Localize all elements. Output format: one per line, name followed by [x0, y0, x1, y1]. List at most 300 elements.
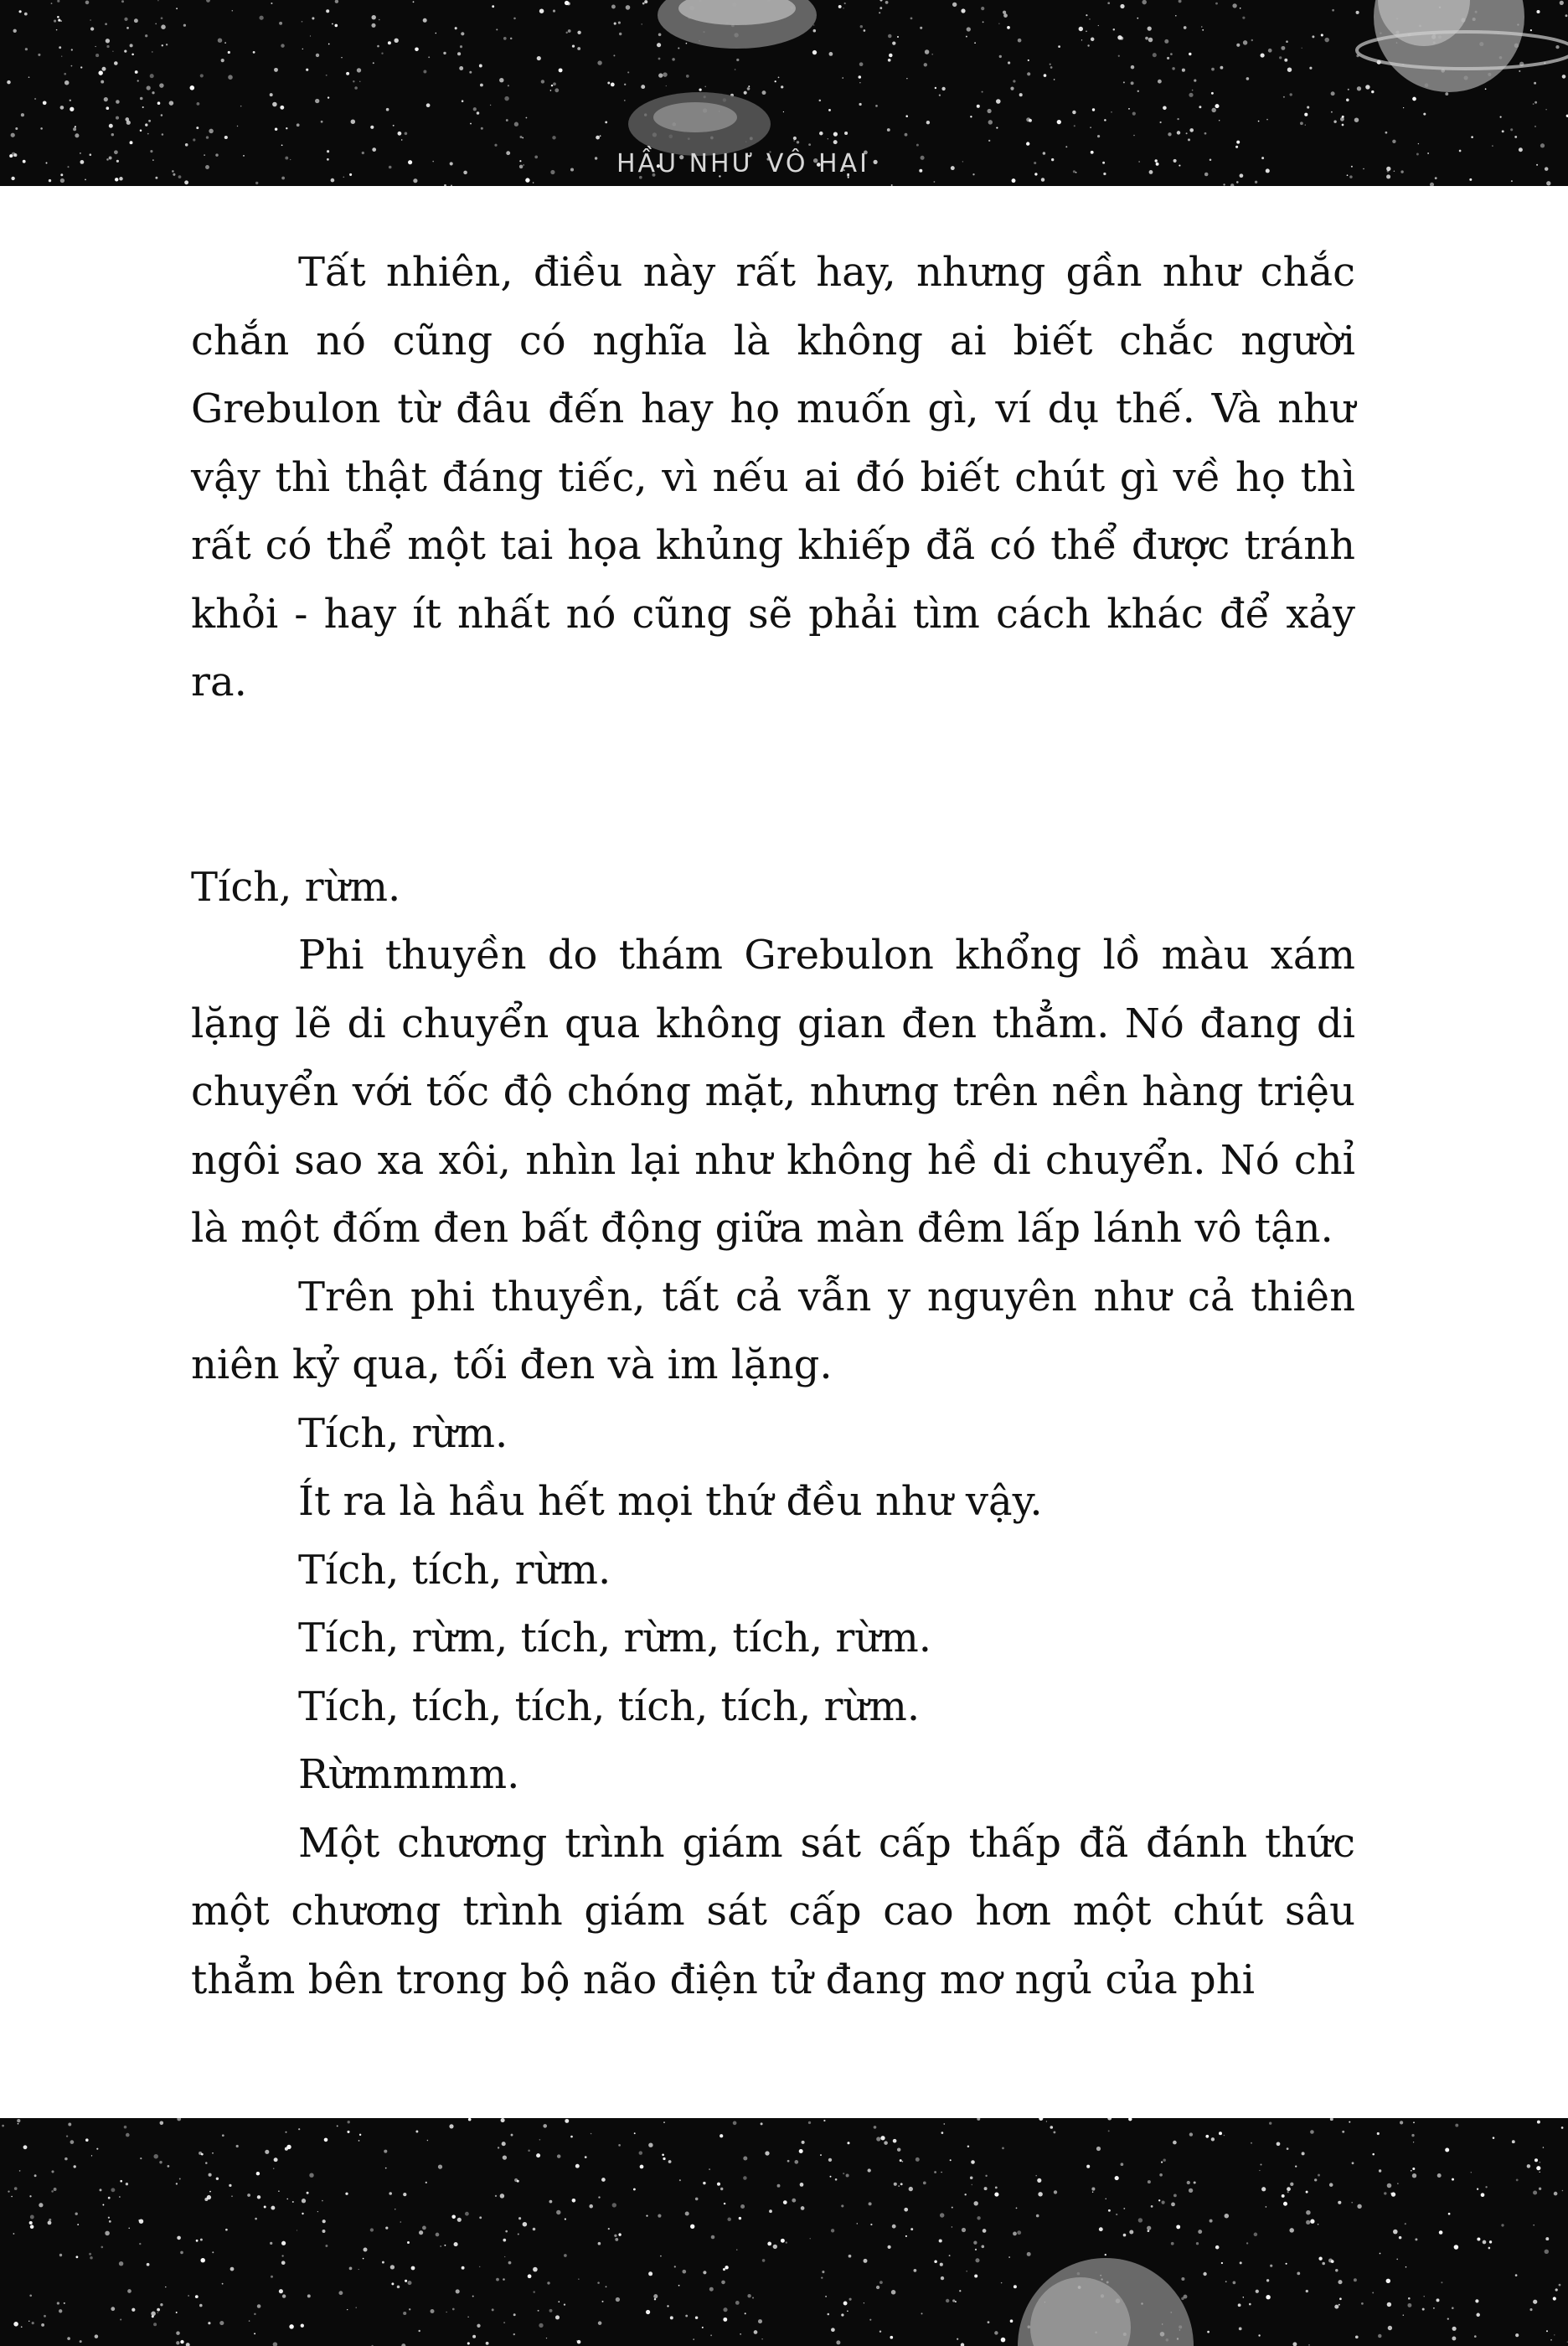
star — [885, 1, 889, 4]
star — [377, 45, 379, 48]
star — [1534, 101, 1537, 104]
star — [648, 2142, 652, 2147]
star — [754, 2330, 758, 2334]
star — [41, 2323, 44, 2327]
star — [462, 2266, 465, 2270]
star — [984, 2187, 988, 2190]
star — [326, 75, 328, 76]
star — [859, 103, 861, 106]
star — [905, 133, 908, 137]
star — [1333, 120, 1336, 122]
star — [506, 151, 510, 155]
star — [941, 87, 945, 90]
star — [1013, 2231, 1017, 2235]
star — [249, 2320, 250, 2322]
star — [595, 157, 597, 159]
star — [658, 58, 661, 60]
star — [1210, 159, 1212, 162]
star — [1236, 181, 1239, 183]
star — [550, 170, 554, 174]
star — [1387, 2302, 1391, 2307]
star — [894, 2183, 897, 2186]
star — [1514, 136, 1517, 138]
star — [1121, 2163, 1124, 2166]
star — [1536, 10, 1540, 13]
star — [876, 2286, 879, 2289]
star — [974, 2201, 978, 2205]
star — [455, 27, 457, 29]
star — [124, 50, 126, 53]
star — [382, 2261, 384, 2264]
star — [75, 133, 79, 137]
star — [559, 68, 563, 72]
star — [946, 2299, 949, 2302]
star — [15, 127, 18, 130]
star — [259, 16, 263, 20]
star — [720, 2134, 723, 2137]
star — [721, 2281, 725, 2285]
star — [486, 2342, 489, 2345]
star — [1050, 2126, 1054, 2129]
star — [1258, 2334, 1260, 2336]
star — [436, 2233, 440, 2237]
star — [513, 2313, 516, 2316]
star — [111, 133, 114, 136]
star — [1385, 132, 1388, 134]
star — [1189, 53, 1191, 55]
star — [1306, 2191, 1308, 2194]
star — [1246, 2242, 1248, 2244]
star — [879, 7, 882, 9]
star — [1199, 106, 1201, 108]
star — [1096, 2147, 1101, 2151]
star — [1256, 2290, 1259, 2293]
star — [385, 2226, 388, 2229]
star — [725, 2266, 728, 2269]
star — [102, 2204, 104, 2206]
star — [597, 60, 601, 65]
star — [744, 91, 747, 95]
star — [1164, 39, 1168, 44]
star — [1555, 2288, 1558, 2291]
star — [302, 2199, 306, 2203]
star — [370, 126, 374, 129]
star — [1335, 2269, 1338, 2271]
star — [813, 29, 817, 33]
star — [1117, 35, 1122, 39]
star — [1469, 178, 1472, 181]
star — [353, 80, 354, 82]
star — [178, 175, 182, 178]
star — [140, 97, 143, 101]
star — [326, 9, 329, 13]
star — [135, 70, 138, 74]
star — [1441, 2281, 1442, 2283]
star — [1129, 2230, 1133, 2234]
star — [596, 136, 600, 140]
star — [1215, 104, 1219, 108]
star — [271, 2206, 275, 2210]
star — [357, 68, 361, 72]
star — [9, 154, 13, 158]
star — [829, 52, 833, 56]
star — [119, 2196, 121, 2198]
star — [1038, 2192, 1042, 2196]
star — [106, 39, 110, 43]
star — [28, 76, 30, 78]
star — [40, 127, 43, 130]
star — [974, 42, 976, 44]
star — [830, 2176, 832, 2178]
star — [1156, 163, 1159, 166]
star — [859, 82, 860, 83]
star — [265, 2150, 269, 2154]
star — [528, 2150, 530, 2152]
star — [384, 2150, 387, 2153]
star — [847, 2142, 849, 2144]
star — [1099, 2227, 1103, 2231]
star — [1010, 86, 1014, 90]
star — [709, 2168, 710, 2170]
star — [1204, 173, 1209, 177]
star — [998, 23, 999, 24]
star — [1173, 2194, 1177, 2197]
star — [358, 2140, 360, 2142]
star — [188, 2295, 189, 2297]
star — [60, 173, 63, 176]
star — [1133, 135, 1135, 137]
star — [663, 2157, 665, 2160]
star — [857, 2223, 859, 2225]
star — [541, 80, 544, 83]
star — [228, 51, 230, 54]
star — [1533, 2190, 1537, 2194]
star — [565, 32, 567, 34]
star — [709, 2287, 714, 2292]
star — [934, 2260, 937, 2263]
star — [678, 2285, 680, 2287]
star — [1306, 2210, 1311, 2215]
star — [1545, 2250, 1549, 2254]
star — [981, 2245, 984, 2248]
star — [898, 2185, 900, 2187]
star — [550, 90, 552, 91]
star — [674, 2266, 676, 2267]
star — [51, 2190, 54, 2193]
star — [1086, 30, 1087, 32]
star — [1158, 2199, 1160, 2201]
star — [1302, 2152, 1305, 2155]
star — [1553, 2297, 1556, 2300]
star — [672, 58, 675, 61]
star — [556, 2210, 560, 2214]
star — [504, 2256, 505, 2257]
star — [461, 32, 464, 35]
star — [359, 81, 360, 82]
star — [793, 137, 797, 140]
star — [495, 2195, 497, 2197]
star — [176, 8, 178, 9]
star — [1198, 2230, 1202, 2234]
star — [735, 2301, 740, 2305]
star — [974, 2274, 977, 2277]
star — [179, 2178, 181, 2180]
star — [403, 2312, 406, 2315]
star — [1232, 3, 1236, 8]
star — [306, 69, 308, 71]
star — [1177, 131, 1180, 134]
star — [450, 162, 453, 165]
star — [95, 2334, 99, 2338]
star — [1128, 108, 1130, 110]
star — [1324, 38, 1328, 42]
star — [459, 66, 463, 70]
star — [73, 127, 76, 131]
star — [775, 80, 776, 82]
star — [724, 2203, 725, 2204]
star — [282, 2294, 286, 2297]
star — [1189, 128, 1194, 132]
paragraph: Tích, rừm. — [191, 863, 401, 911]
star — [810, 2238, 811, 2239]
star — [419, 2230, 423, 2235]
star — [89, 2253, 91, 2256]
star — [180, 2340, 183, 2343]
star — [1026, 117, 1030, 121]
star — [1400, 2121, 1403, 2124]
star — [236, 2145, 239, 2147]
star — [1286, 40, 1288, 43]
star — [426, 2182, 427, 2183]
star — [892, 2225, 896, 2229]
star — [727, 2218, 731, 2222]
star — [517, 2180, 519, 2183]
star — [328, 96, 329, 98]
star — [823, 2120, 825, 2121]
star — [1098, 25, 1099, 26]
star — [1448, 2213, 1451, 2215]
star — [1282, 2194, 1285, 2198]
star — [511, 2134, 513, 2137]
paragraph: Trên phi thuyền, tất cả vẫn y nguyên như cả thiên niên kỷ qua, tối đen và im lặng. — [191, 1273, 1355, 1388]
star — [1422, 2308, 1425, 2311]
star — [59, 46, 61, 49]
star — [32, 2322, 34, 2324]
star — [977, 2118, 980, 2121]
star — [1115, 2176, 1119, 2180]
star — [598, 2321, 602, 2325]
star — [572, 2199, 576, 2203]
star — [121, 0, 124, 3]
star — [1026, 142, 1029, 145]
star — [1113, 28, 1116, 31]
star — [831, 2229, 834, 2232]
star — [1452, 2327, 1457, 2331]
star — [848, 2255, 852, 2258]
star — [888, 59, 891, 62]
star — [849, 2298, 852, 2301]
star — [1151, 2205, 1153, 2208]
star — [1545, 109, 1546, 110]
star — [1012, 178, 1016, 183]
star — [359, 2134, 361, 2136]
star — [633, 2188, 636, 2191]
star — [95, 54, 99, 57]
star — [1027, 2252, 1031, 2256]
star — [160, 2121, 164, 2126]
star — [1536, 164, 1538, 166]
star — [1391, 2192, 1395, 2196]
star — [44, 2315, 46, 2318]
star — [870, 2224, 872, 2225]
star — [879, 2281, 883, 2284]
star — [1310, 2130, 1314, 2134]
star — [575, 2164, 580, 2168]
star — [161, 17, 163, 19]
star — [1452, 2337, 1456, 2341]
star — [880, 2136, 885, 2140]
star — [955, 2301, 957, 2302]
star — [828, 2158, 832, 2162]
star — [209, 2191, 211, 2193]
star — [364, 2248, 368, 2252]
star — [762, 90, 766, 95]
star — [828, 2313, 830, 2316]
star — [904, 2208, 908, 2212]
star — [286, 2145, 291, 2149]
star — [155, 23, 157, 24]
star — [988, 140, 990, 142]
star — [140, 2157, 142, 2159]
star — [1236, 44, 1240, 47]
star — [322, 2219, 326, 2223]
star — [90, 19, 91, 21]
star — [8, 2190, 9, 2192]
star — [1003, 11, 1006, 14]
star — [349, 2267, 353, 2271]
star — [492, 2308, 494, 2311]
star — [640, 2165, 644, 2169]
star — [572, 44, 575, 47]
star — [1365, 85, 1369, 89]
star — [85, 1, 90, 5]
star — [1074, 125, 1075, 127]
top-starfield-band — [0, 0, 1568, 186]
star — [183, 24, 186, 27]
star — [1403, 107, 1404, 108]
star — [982, 91, 983, 93]
star — [1242, 17, 1245, 19]
star — [1405, 2223, 1406, 2225]
star — [205, 165, 209, 169]
star — [923, 2182, 926, 2185]
star — [526, 117, 528, 119]
star — [1476, 2313, 1479, 2317]
star — [150, 150, 152, 152]
star — [152, 159, 154, 161]
star — [102, 67, 106, 71]
star — [17, 2119, 20, 2122]
star — [1283, 96, 1285, 98]
star — [1225, 2214, 1230, 2219]
star — [678, 47, 679, 49]
star — [1510, 128, 1513, 131]
star — [1334, 2305, 1338, 2309]
star — [565, 2219, 566, 2220]
star — [1545, 167, 1549, 171]
star — [1001, 2282, 1002, 2283]
star — [1258, 121, 1260, 122]
star — [443, 52, 446, 54]
star — [1415, 2238, 1417, 2240]
star — [66, 2135, 68, 2137]
star — [216, 2178, 219, 2180]
star — [939, 2239, 942, 2242]
star — [1331, 91, 1335, 96]
star — [663, 2121, 665, 2123]
star — [1050, 64, 1051, 65]
star — [1412, 97, 1416, 101]
star — [1384, 2192, 1386, 2194]
star — [663, 72, 667, 76]
star — [504, 96, 508, 101]
star — [309, 2173, 313, 2177]
star — [525, 178, 529, 182]
star — [910, 18, 913, 20]
star — [492, 5, 494, 8]
star — [565, 1, 569, 5]
star — [711, 2235, 715, 2240]
star — [405, 132, 408, 136]
star — [1540, 143, 1545, 147]
star — [644, 0, 647, 3]
star — [890, 2336, 893, 2339]
star — [704, 86, 706, 88]
star — [1189, 2132, 1193, 2136]
star — [1240, 173, 1244, 178]
star — [1189, 2188, 1193, 2193]
star — [523, 164, 524, 165]
star — [710, 2334, 712, 2336]
star — [914, 2269, 917, 2272]
star — [762, 2259, 766, 2262]
star — [371, 15, 375, 19]
star — [577, 47, 580, 50]
star — [1266, 2206, 1267, 2208]
star — [769, 2209, 772, 2213]
star — [1378, 2334, 1381, 2338]
star — [108, 2197, 111, 2199]
star — [145, 34, 147, 37]
star — [415, 2131, 418, 2133]
star — [1240, 8, 1241, 9]
star — [983, 21, 984, 23]
star — [699, 88, 701, 90]
star — [1092, 108, 1095, 111]
star — [438, 2164, 442, 2168]
star — [972, 173, 974, 175]
star — [472, 2335, 476, 2338]
star — [159, 83, 163, 87]
star — [57, 16, 59, 18]
star — [1406, 2266, 1407, 2268]
star — [281, 144, 283, 146]
star — [975, 2249, 977, 2250]
star — [1181, 2277, 1184, 2281]
star — [43, 101, 47, 105]
star — [151, 2312, 156, 2317]
star — [792, 2199, 796, 2203]
